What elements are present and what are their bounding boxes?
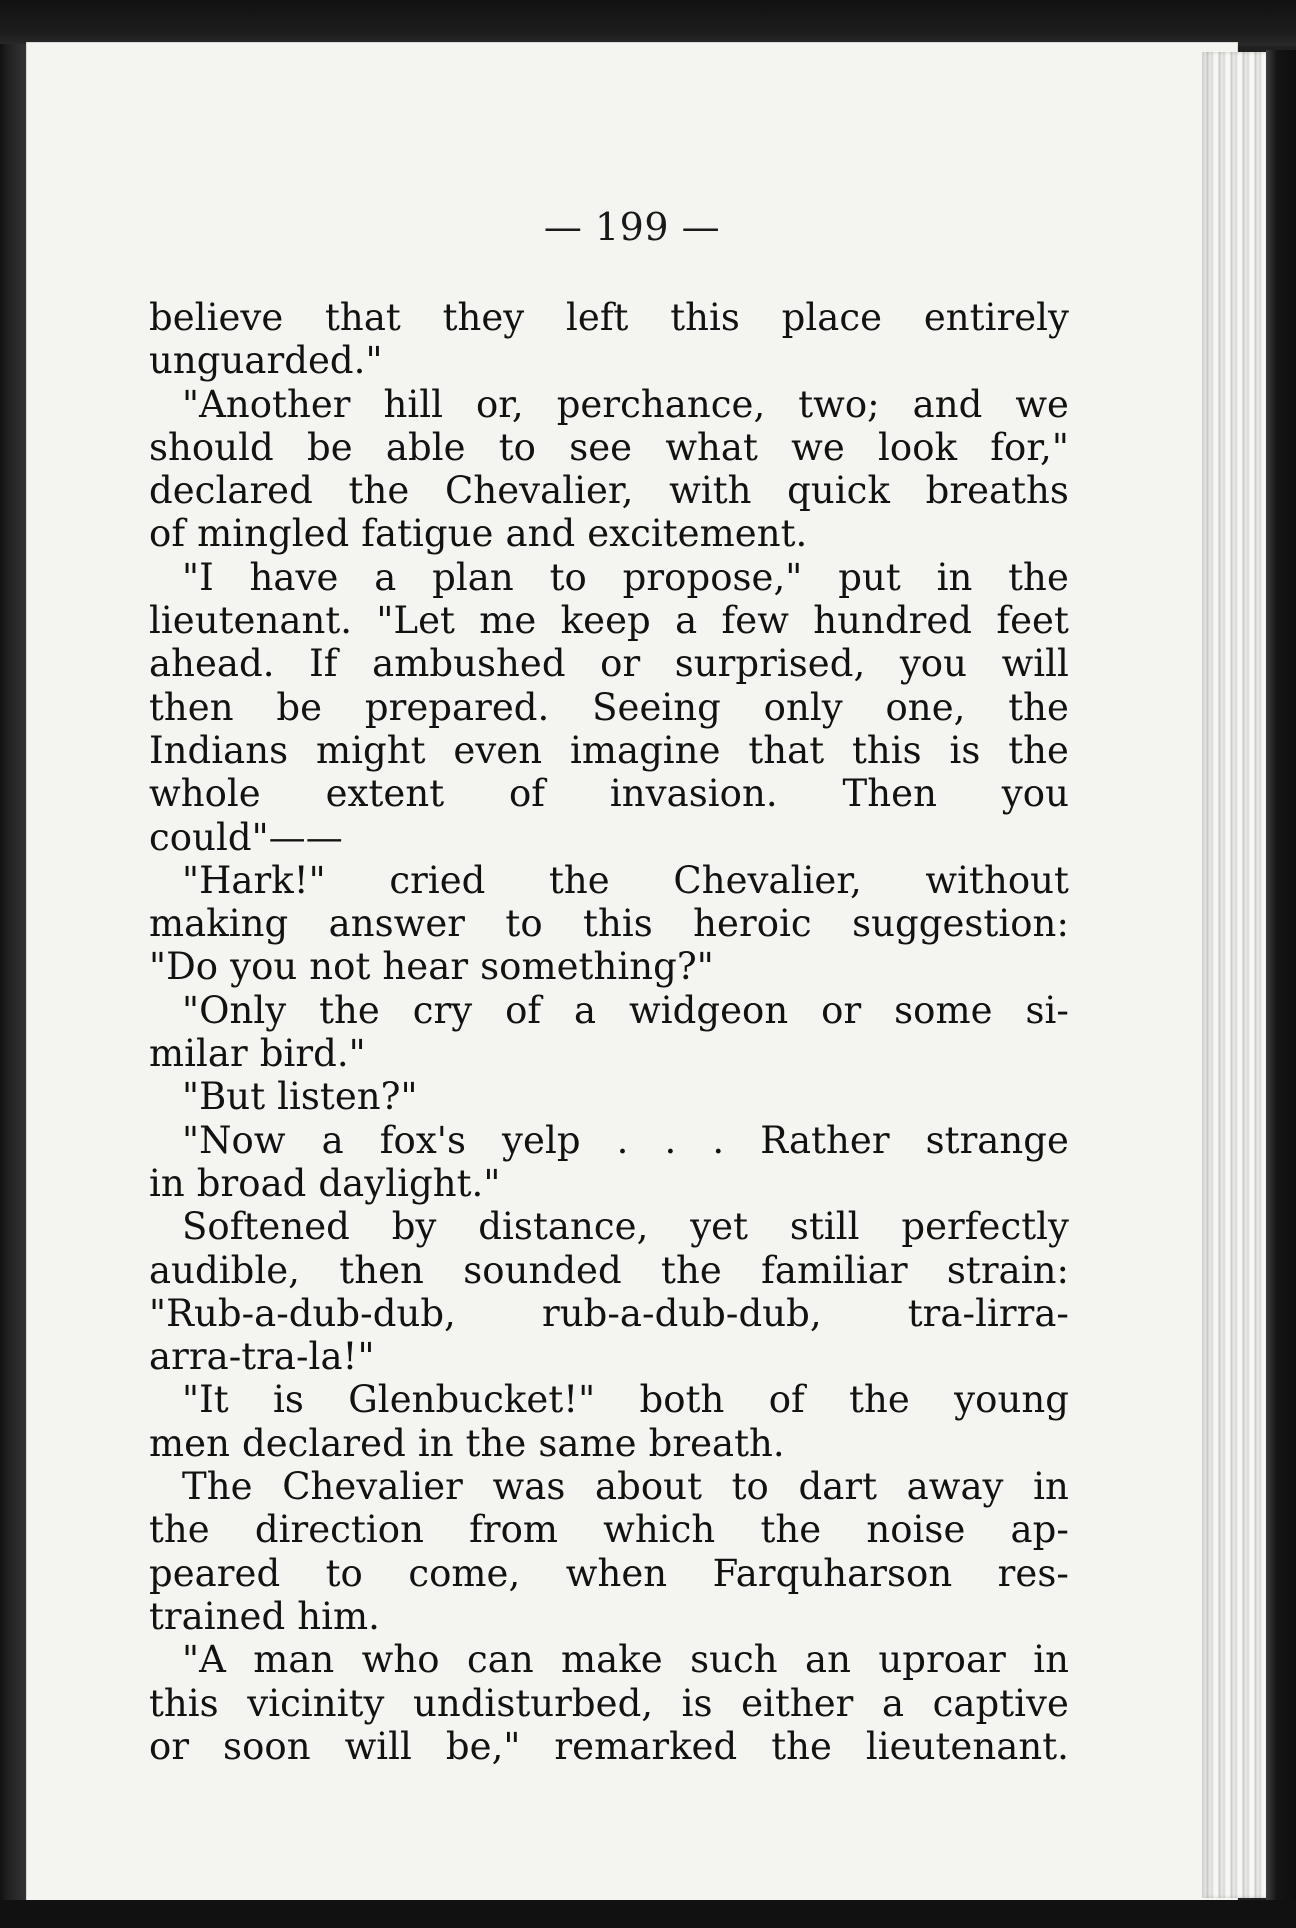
text-word: in [936,555,973,599]
text-word: "Do [149,945,219,989]
text-word: the [1008,728,1069,772]
text-word: me [479,599,537,643]
text-word: the [760,1508,822,1552]
text-word: widgeon [629,988,789,1032]
text-word: ap- [1010,1508,1069,1552]
text-word: milar [149,1032,248,1076]
top-shadow [0,0,1296,46]
text-word: sounded [463,1248,622,1292]
text-word: and [912,382,983,426]
book-page [26,42,1238,1902]
text-word: few [721,599,789,643]
text-word: Seeing [592,685,721,729]
text-word: such [690,1638,778,1682]
text-word: the [661,1248,722,1292]
text-word: surprised, [674,642,866,686]
text-word: hear [382,945,469,989]
text-word: "Another [182,382,351,426]
text-word: which [603,1508,716,1552]
text-word: lieutenant. [149,599,353,643]
text-line [149,1465,1069,1508]
text-word: Softened [182,1205,350,1249]
text-word: not [309,945,371,989]
text-word: heroic [693,902,812,946]
text-word: the [465,1421,527,1465]
text-word: propose," [622,555,803,599]
text-word: hundred [813,599,973,643]
right-page-stack [1202,52,1266,1898]
text-word: will [1001,642,1069,686]
text-word: in [149,1161,185,1205]
text-line [149,729,1069,772]
text-line [149,859,1069,902]
text-word: suggestion: [852,902,1069,946]
text-word: see [569,425,633,469]
text-word: is [949,728,981,772]
text-word: ahead. [149,642,275,686]
text-word: or [600,642,641,686]
text-line [149,1638,1069,1681]
text-word: entirely [923,296,1069,339]
text-word: . [712,1118,725,1162]
text-word: Indians [149,728,289,772]
text-line [149,1205,1069,1248]
text-word: with [669,469,752,513]
text-word: strain: [946,1248,1069,1292]
text-word: excitement. [587,512,808,556]
text-word: strange [925,1118,1069,1162]
text-word: prepared. [364,685,550,729]
text-word: lieutenant. [865,1724,1069,1768]
text-word: this [583,902,653,946]
text-word: to [498,425,536,469]
text-word: in [1033,1465,1069,1509]
text-word: "Rub-a-dub-dub, [149,1291,456,1335]
text-word: him. [297,1594,380,1638]
text-word: only [763,685,843,729]
text-word: or, [475,382,524,426]
text-line [149,1552,1069,1595]
text-word: declared [241,1421,406,1465]
text-word: about [595,1465,702,1509]
text-line [149,469,1069,512]
text-word: direction [254,1508,424,1552]
text-word: vicinity [247,1681,385,1725]
text-word: declared [149,469,313,513]
text-word: . [664,1118,677,1162]
text-word: hill [383,382,443,426]
text-word: either [741,1681,854,1725]
text-line [149,1595,1069,1638]
text-word: tra-lirra- [907,1291,1069,1335]
text-word: undisturbed, [412,1681,654,1725]
text-word: two; [798,382,880,426]
text-word: broad [196,1161,307,1205]
text-word: Glenbucket!" [348,1378,596,1422]
text-word: will [344,1724,412,1768]
text-word: man [253,1638,335,1682]
text-word: is [681,1681,713,1725]
text-word: some [894,988,993,1032]
text-word: a [675,599,698,643]
text-word: believe [149,296,284,339]
text-word: still [789,1205,860,1249]
text-line [149,1508,1069,1551]
text-word: ambushed [372,642,566,686]
text-line [149,556,1069,599]
text-word: si- [1025,988,1069,1032]
text-word: familiar [761,1248,908,1292]
text-word: then [149,685,234,729]
text-word: fox's [379,1118,466,1162]
text-word: distance, [478,1205,649,1249]
text-word: mingled [197,512,350,556]
text-word: able [385,425,466,469]
text-word: yet [690,1205,749,1249]
text-line [149,1032,1069,1075]
text-word: who [361,1638,440,1682]
text-line [149,426,1069,469]
text-word: Farquharson [712,1551,953,1595]
text-word: "But [182,1075,266,1119]
text-word: "I [182,555,214,599]
right-binding-shadow [1266,50,1296,1928]
text-word: they [442,296,525,339]
text-word: the [1008,685,1069,729]
text-word: place [781,296,883,339]
text-line [149,383,1069,426]
text-word: perchance, [556,382,766,426]
text-word: If [309,642,338,686]
text-word: "A [182,1638,226,1682]
text-word: be," [445,1724,521,1768]
text-word: the [319,988,380,1032]
text-word: the [1008,555,1069,599]
bottom-shadow [0,1900,1296,1928]
text-word: you [1001,772,1069,816]
text-line [149,1292,1069,1335]
text-word: yelp [502,1118,581,1162]
text-word: cry [412,988,473,1032]
text-word: trained [149,1594,286,1638]
page-text [149,296,1069,1768]
text-word: imagine [569,728,721,772]
text-word: that [748,728,825,772]
text-word: The [182,1465,253,1509]
text-word: making [149,902,289,946]
text-line [149,296,1069,339]
text-line [149,1119,1069,1162]
text-word: rub-a-dub-dub, [542,1291,822,1335]
text-word: arra-tra-la!" [149,1335,375,1379]
text-word: peared [149,1551,281,1595]
text-word: was [492,1465,566,1509]
text-word: captive [932,1681,1069,1725]
text-word: remarked [554,1724,738,1768]
text-word: make [561,1638,663,1682]
text-word: quick [787,469,890,513]
text-word: "Now [182,1118,286,1162]
text-word: "It [182,1378,229,1422]
text-word: the [149,1508,210,1552]
text-word: a [321,1118,344,1162]
text-word: the [549,858,610,902]
text-word: Then [842,772,937,816]
text-word: of [149,512,186,556]
text-word: for," [990,425,1069,469]
text-line [149,902,1069,945]
text-word: look [878,425,958,469]
text-word: uproar [878,1638,1006,1682]
text-word: you [899,642,968,686]
text-line [149,642,1069,685]
text-line [149,599,1069,642]
text-word: keep [560,599,651,643]
text-word: might [316,728,426,772]
text-word: breaths [925,469,1069,513]
text-word: audible, [149,1248,300,1292]
text-line [149,512,1069,555]
text-word: young [954,1378,1069,1422]
text-word: Chevalier, [673,858,862,902]
text-line [149,1162,1069,1205]
text-word: we [791,425,845,469]
text-line [149,339,1069,382]
text-word: to [731,1465,769,1509]
text-word: of [505,988,542,1032]
text-word: Chevalier [282,1465,463,1509]
text-line [149,772,1069,815]
text-word: could"—— [149,815,343,859]
text-word: or [149,1724,190,1768]
text-word: noise [866,1508,966,1552]
text-word: dart [798,1465,877,1509]
text-word: then [339,1248,424,1292]
text-line [149,1378,1069,1421]
text-word: away [906,1465,1004,1509]
text-word: Rather [760,1118,890,1162]
text-word: this [851,728,922,772]
text-word: put [838,555,901,599]
text-line [149,1422,1069,1465]
text-word: should [149,425,274,469]
text-word: left [565,296,629,339]
text-word: plan [432,555,514,599]
text-word: you [230,945,298,989]
text-word: listen?" [277,1075,418,1119]
text-word: to [325,1551,363,1595]
text-word: res- [997,1551,1069,1595]
text-line [149,1725,1069,1768]
text-word: whole [149,772,261,816]
text-word: invasion. [609,772,778,816]
text-line [149,686,1069,729]
text-line [149,1249,1069,1292]
text-word: or [821,988,862,1032]
text-word: a [574,988,597,1032]
text-word: what [665,425,758,469]
text-word: "Let [376,599,455,643]
text-word: by [391,1205,437,1249]
text-word: of [768,1378,805,1422]
text-word: both [639,1378,725,1422]
text-word: of [508,772,546,816]
text-word: answer [328,902,466,946]
text-line [149,989,1069,1032]
text-line [149,1682,1069,1725]
text-word: fatigue [361,512,494,556]
text-word: unguarded." [149,339,383,383]
text-word: even [453,728,543,772]
text-word: daylight." [318,1161,501,1205]
text-word: soon [223,1724,311,1768]
text-line [149,945,1069,988]
text-word: the [849,1378,910,1422]
text-word: to [549,555,587,599]
text-word: when [565,1551,668,1595]
text-word: from [469,1508,559,1552]
text-word: that [325,296,401,339]
text-word: perfectly [901,1205,1069,1249]
text-word: bird." [259,1032,366,1076]
text-word: and [505,512,576,556]
text-word: have [249,555,339,599]
text-word: extent [325,772,445,816]
text-word: can [466,1638,534,1682]
text-word: something?" [480,945,714,989]
text-word: without [925,858,1069,902]
text-word: this [670,296,740,339]
text-line [149,816,1069,859]
text-line [149,1335,1069,1378]
text-word: the [771,1724,832,1768]
text-word: an [804,1638,851,1682]
text-word: in [417,1421,454,1465]
text-word: cried [389,858,486,902]
text-word: Chevalier, [444,469,634,513]
text-word: a [374,555,397,599]
text-line [149,1075,1069,1118]
text-word: in [1033,1638,1069,1682]
text-word: to [505,902,543,946]
text-word: breath. [648,1421,785,1465]
text-word: come, [408,1551,521,1595]
text-word: this [149,1681,219,1725]
page-number: — 199 — [543,205,721,249]
text-word: is [272,1378,304,1422]
text-word: same [538,1421,637,1465]
text-word: the [348,469,410,513]
text-word: we [1015,382,1069,426]
text-word: feet [996,599,1069,643]
text-word: be [306,425,353,469]
text-word: be [276,685,323,729]
text-word: "Only [182,988,287,1032]
text-word: a [881,1681,905,1725]
text-word: . [616,1118,629,1162]
text-word: one, [885,685,966,729]
text-word: "Hark!" [182,858,326,902]
text-word: men [149,1421,230,1465]
